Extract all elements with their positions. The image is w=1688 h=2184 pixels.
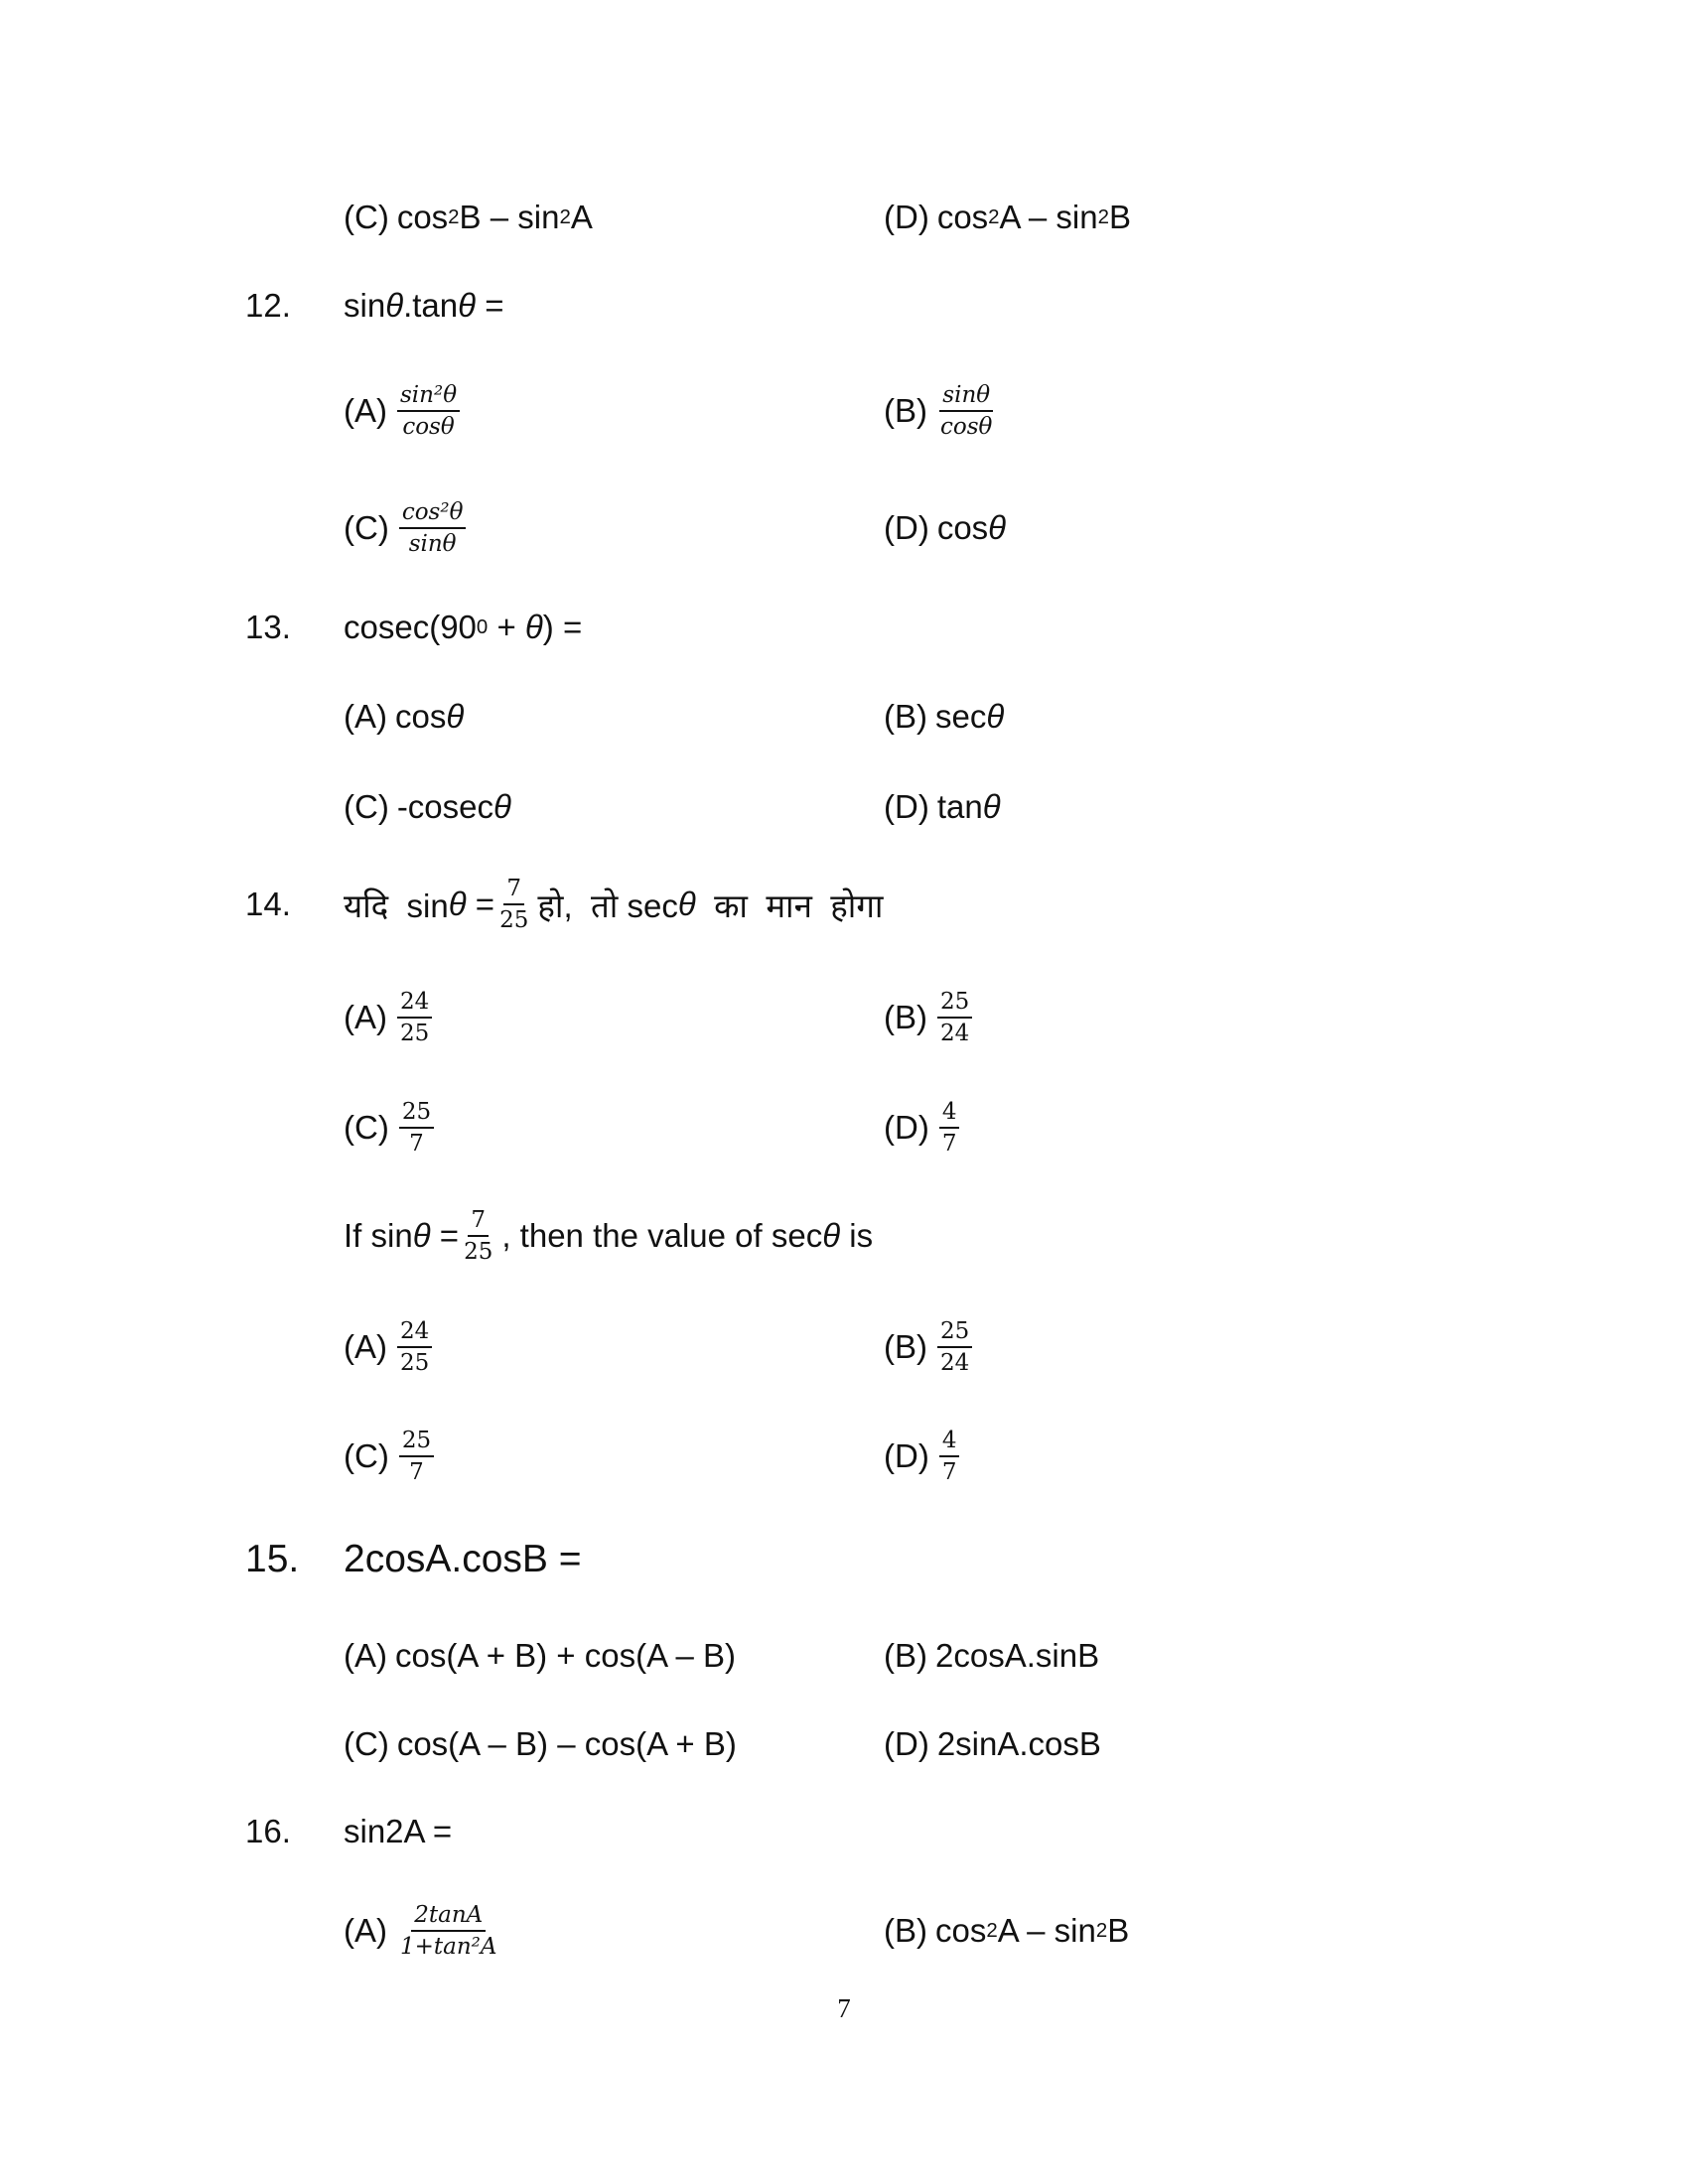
- options-row: [0, 178, 1688, 257]
- denominator: 7: [409, 1131, 424, 1157]
- theta-symbol: θ: [524, 609, 543, 645]
- options-row: [0, 1307, 1688, 1387]
- text: +: [488, 609, 525, 645]
- option-label: (D): [884, 1437, 929, 1474]
- fraction: [397, 381, 460, 441]
- option-label: (A): [344, 698, 387, 735]
- theta-symbol: θ: [986, 698, 1005, 735]
- text: cos: [935, 1912, 987, 1949]
- denominator: 25: [400, 1021, 430, 1046]
- fraction: [939, 1427, 960, 1486]
- fraction: [937, 381, 995, 441]
- option: [884, 371, 1001, 451]
- option: [344, 371, 466, 451]
- denominator: 25: [464, 1239, 493, 1265]
- text: =: [466, 886, 495, 922]
- option: (D) cos 2 A – sin 2 B: [884, 199, 1132, 235]
- fraction: [397, 1317, 432, 1377]
- option: [884, 1417, 965, 1496]
- text: =: [430, 1217, 460, 1254]
- option-label: (A): [344, 1637, 387, 1674]
- question-number: 15.: [245, 1538, 300, 1580]
- theta-symbol: θ: [982, 788, 1001, 825]
- question-number: 13.: [245, 609, 291, 645]
- question-text: [344, 1792, 452, 1871]
- theta-symbol: θ: [446, 698, 465, 735]
- option: [884, 1616, 1099, 1696]
- option-label: (C): [344, 1109, 389, 1146]
- option-label: (C): [344, 509, 389, 546]
- theta-symbol: θ: [458, 287, 477, 324]
- text: B – sin: [459, 199, 560, 235]
- numerator: 7: [468, 1206, 489, 1237]
- option-label: (A): [344, 392, 387, 429]
- theta-symbol: θ: [493, 788, 511, 825]
- question-number: 14.: [245, 886, 291, 922]
- text: tan: [936, 788, 983, 825]
- options-row: [0, 1891, 1688, 1971]
- text: cosec(90: [344, 609, 477, 645]
- text: cos: [936, 509, 989, 546]
- option: [884, 1705, 1101, 1784]
- fraction: [399, 498, 467, 558]
- fraction: [397, 988, 432, 1047]
- denominator: 24: [940, 1021, 970, 1046]
- numerator: 4: [939, 1427, 960, 1457]
- text: sin2A =: [344, 1813, 453, 1849]
- numerator: sinθ: [939, 381, 993, 412]
- question-row: [0, 1520, 1688, 1599]
- denominator: cosθ: [940, 414, 993, 440]
- option: [884, 677, 1004, 756]
- text: A – sin: [999, 199, 1098, 235]
- fraction: [937, 988, 972, 1047]
- denominator: 1+tan²A: [400, 1934, 497, 1960]
- option: (C) cos 2 B – sin 2 A: [344, 199, 593, 235]
- text: यदि sin: [344, 887, 449, 924]
- option-label: (C): [344, 788, 389, 825]
- option-label: (D): [884, 788, 929, 825]
- fraction: [399, 1427, 434, 1486]
- option: [344, 767, 511, 847]
- option: [884, 767, 1001, 847]
- denominator: 7: [941, 1459, 957, 1485]
- text: B: [1109, 199, 1132, 235]
- option: (B) cos 2 A – sin 2 B: [884, 1912, 1130, 1949]
- text: cos(A – B) – cos(A + B): [396, 1725, 737, 1762]
- question-number: 16.: [245, 1813, 291, 1849]
- options-row: [0, 1705, 1688, 1784]
- question-text: cosec(90 0 + θ ) =: [344, 609, 583, 645]
- text: ) =: [542, 609, 583, 645]
- question-number: 12.: [245, 287, 291, 324]
- denominator: 25: [400, 1350, 430, 1376]
- options-row: [0, 1088, 1688, 1167]
- text: cos: [396, 199, 449, 235]
- fraction: [496, 875, 531, 934]
- option-label: (C): [344, 199, 389, 235]
- options-row: [0, 677, 1688, 756]
- option-label: (A): [344, 1328, 387, 1365]
- denominator: 7: [941, 1131, 957, 1157]
- question-text: [344, 266, 504, 345]
- numerator: 4: [939, 1098, 960, 1129]
- text: का मान होगा: [695, 887, 884, 924]
- text: 2cosA.sinB: [935, 1637, 1100, 1674]
- options-row: [0, 978, 1688, 1057]
- question-row: [0, 1792, 1688, 1871]
- text: =: [476, 287, 504, 324]
- option-label: (C): [344, 1437, 389, 1474]
- option-label: (D): [884, 1725, 929, 1762]
- denominator: 7: [409, 1459, 424, 1485]
- text: 2cosA.cosB =: [344, 1538, 582, 1580]
- option-label: (B): [884, 392, 927, 429]
- text: cos: [395, 698, 447, 735]
- option: [344, 1307, 438, 1387]
- options-row: [0, 1196, 1688, 1276]
- option: [884, 978, 978, 1057]
- numerator: 2tanA: [411, 1901, 486, 1932]
- denominator: 24: [940, 1350, 970, 1376]
- question-row: [0, 588, 1688, 667]
- option-label: (B): [884, 1637, 927, 1674]
- numerator: 25: [937, 1317, 972, 1348]
- theta-symbol: θ: [385, 287, 404, 324]
- fraction: [939, 1098, 960, 1158]
- option-label: (A): [344, 999, 387, 1035]
- option: [344, 488, 472, 568]
- denominator: sinθ: [408, 531, 457, 557]
- question-text: [344, 1196, 873, 1276]
- text: -cosec: [396, 788, 494, 825]
- text: .tan: [403, 287, 459, 324]
- text: B: [1107, 1912, 1130, 1949]
- options-row: [0, 1417, 1688, 1496]
- options-row: [0, 1616, 1688, 1696]
- option: [344, 1088, 440, 1167]
- text: , then the value of sec: [501, 1217, 823, 1254]
- text: sec: [935, 698, 987, 735]
- fraction: [461, 1206, 495, 1266]
- option: [884, 1307, 978, 1387]
- numerator: sin²θ: [397, 381, 460, 412]
- numerator: 24: [397, 1317, 432, 1348]
- option: [344, 1417, 440, 1496]
- text: 2sinA.cosB: [936, 1725, 1101, 1762]
- question-row: [0, 865, 1688, 944]
- theta-symbol: θ: [988, 509, 1007, 546]
- text: sin: [344, 287, 386, 324]
- theta-symbol: θ: [412, 1217, 431, 1254]
- option: [344, 1891, 506, 1971]
- option: [344, 978, 438, 1057]
- denominator: 25: [499, 907, 529, 933]
- numerator: 25: [399, 1098, 434, 1129]
- text: A – sin: [997, 1912, 1096, 1949]
- text: is: [840, 1217, 874, 1254]
- fraction: [937, 1317, 972, 1377]
- text: A: [570, 199, 593, 235]
- option-label: (C): [344, 1725, 389, 1762]
- numerator: cos²θ: [399, 498, 467, 529]
- theta-symbol: θ: [677, 886, 696, 922]
- option-label: (B): [884, 698, 927, 735]
- numerator: 25: [399, 1427, 434, 1457]
- page-number: 7: [837, 1993, 851, 2023]
- option-label: (D): [884, 199, 929, 235]
- text: cos(A + B) + cos(A – B): [395, 1637, 736, 1674]
- option: [884, 1088, 965, 1167]
- numerator: 25: [937, 988, 972, 1019]
- options-row: [0, 767, 1688, 847]
- text: हो, तो sec: [537, 887, 678, 924]
- options-row: [0, 371, 1688, 451]
- theta-symbol: θ: [448, 886, 467, 922]
- option-label: (A): [344, 1912, 387, 1949]
- fraction: [397, 1901, 500, 1961]
- fraction: [399, 1098, 434, 1158]
- option: [344, 677, 464, 756]
- numerator: 24: [397, 988, 432, 1019]
- numerator: 7: [503, 875, 524, 905]
- theta-symbol: θ: [822, 1217, 841, 1254]
- options-row: [0, 488, 1688, 568]
- question-text: [344, 1520, 582, 1599]
- text: cos: [936, 199, 989, 235]
- text: If sin: [344, 1217, 413, 1254]
- option: [344, 1705, 737, 1784]
- option-label: (B): [884, 1328, 927, 1365]
- option-label: (B): [884, 1912, 927, 1949]
- option-label: (B): [884, 999, 927, 1035]
- option-label: (D): [884, 1109, 929, 1146]
- option: [884, 488, 1006, 568]
- option: [344, 1616, 736, 1696]
- question-row: [0, 266, 1688, 345]
- question-text: [344, 865, 883, 944]
- option-label: (D): [884, 509, 929, 546]
- denominator: cosθ: [402, 414, 455, 440]
